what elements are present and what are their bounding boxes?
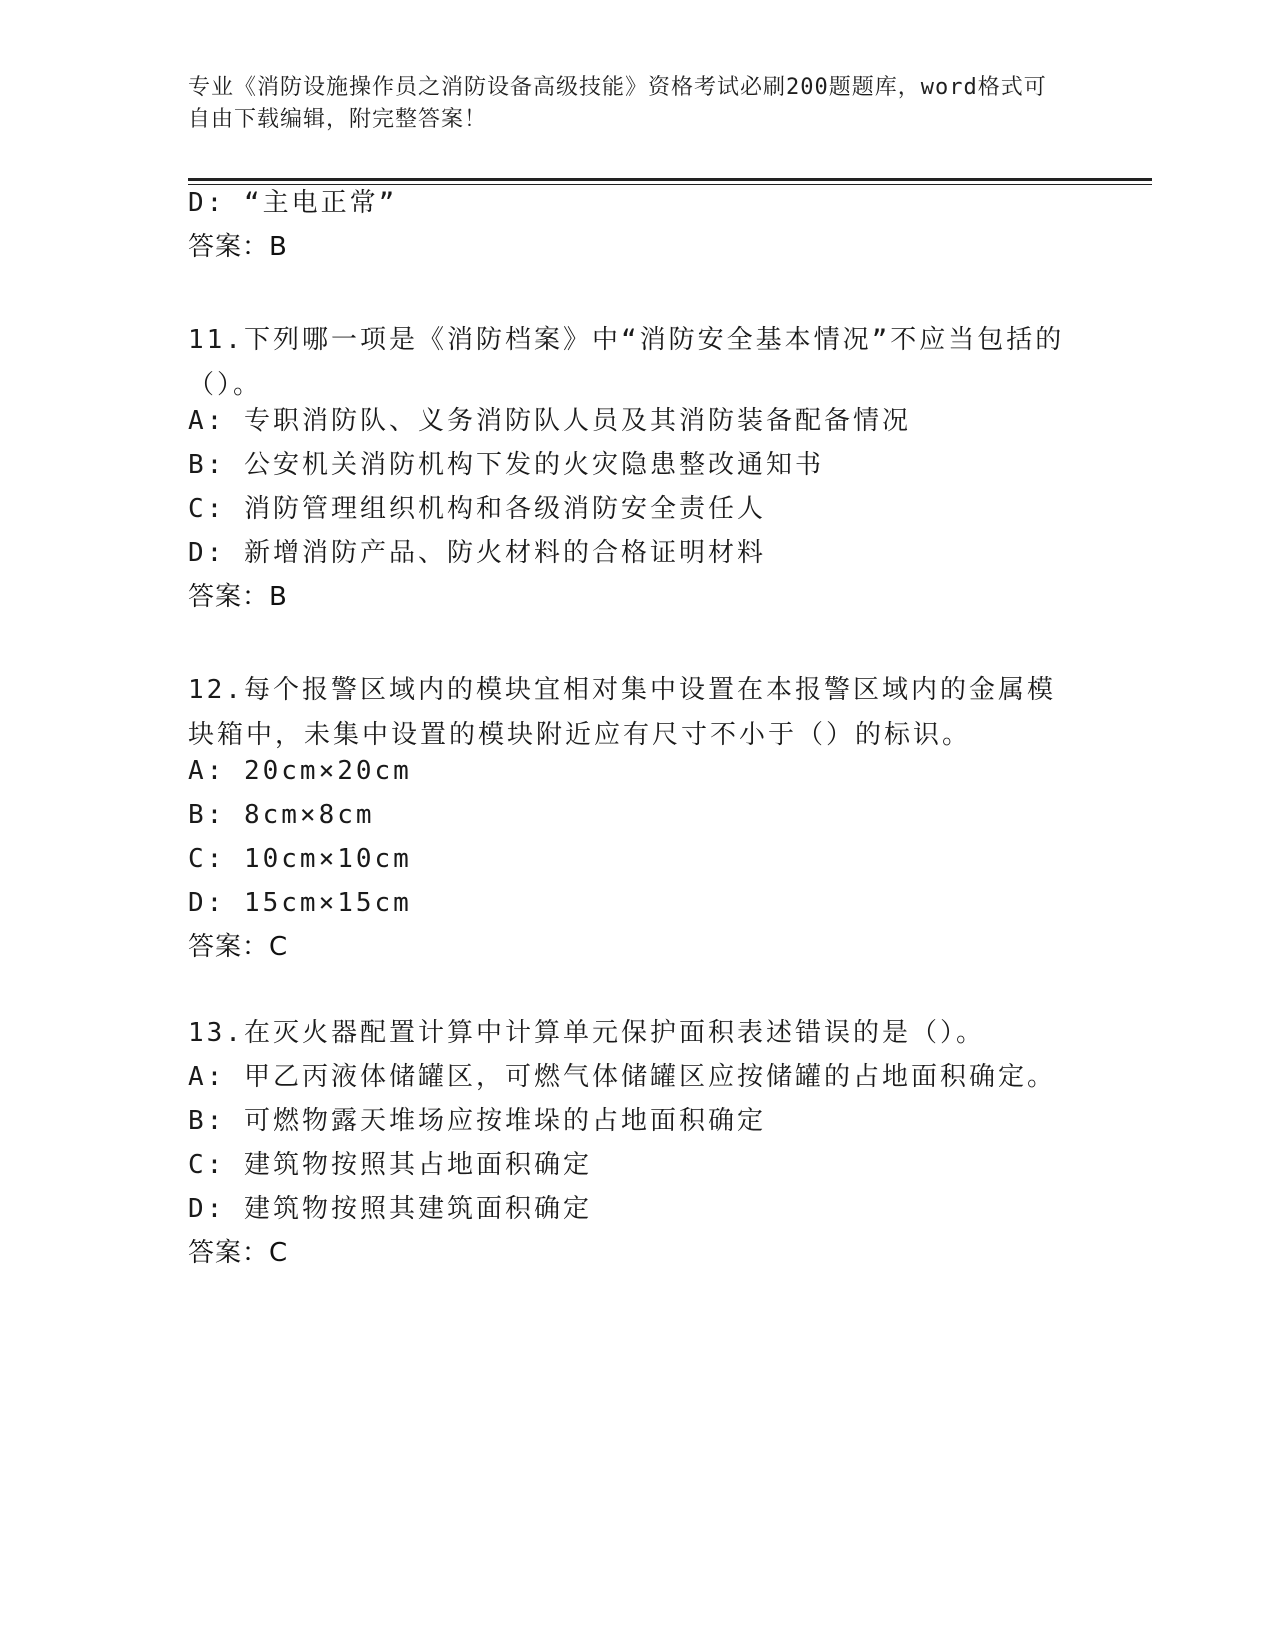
q13-option-a: A: 甲乙丙液体储罐区，可燃气体储罐区应按储罐的占地面积确定。 (188, 1062, 1056, 1092)
q13-option-b: B: 可燃物露天堆场应按堆垛的占地面积确定 (188, 1106, 766, 1136)
q11-option-d: D: 新增消防产品、防火材料的合格证明材料 (188, 538, 766, 568)
q12-option-a: A: 20cm×20cm (188, 756, 412, 786)
q11-stem: 11.下列哪一项是《消防档案》中“消防安全基本情况”不应当包括的（）。 (188, 325, 1065, 400)
prev-option-d: D: “主电正常” (188, 188, 398, 218)
q12-option-b: B: 8cm×8cm (188, 800, 375, 830)
q13-answer: 答案：C (188, 1238, 289, 1268)
q12-answer: 答案：C (188, 932, 289, 962)
header-rule-thin (188, 184, 1152, 185)
prev-answer: 答案：B (188, 232, 288, 262)
q13-stem: 13.在灭火器配置计算中计算单元保护面积表述错误的是（）。 (188, 1018, 985, 1048)
q11-option-c: C: 消防管理组织机构和各级消防安全责任人 (188, 494, 766, 524)
q11-option-b: B: 公安机关消防机构下发的火灾隐患整改通知书 (188, 450, 824, 480)
q12-option-d: D: 15cm×15cm (188, 888, 412, 918)
q13-option-c: C: 建筑物按照其占地面积确定 (188, 1150, 592, 1180)
q13-option-d: D: 建筑物按照其建筑面积确定 (188, 1194, 592, 1224)
document-header: 专业《消防设施操作员之消防设备高级技能》资格考试必刷200题题库，word格式可自由下载编辑，附完整答案！ (188, 75, 1047, 132)
q11-answer: 答案：B (188, 582, 288, 612)
q11-option-a: A: 专职消防队、义务消防队人员及其消防装备配备情况 (188, 406, 911, 436)
q12-option-c: C: 10cm×10cm (188, 844, 412, 874)
header-rule-thick (188, 178, 1152, 181)
q12-stem: 12.每个报警区域内的模块宜相对集中设置在本报警区域内的金属模块箱中，未集中设置的模块附近应有尺寸不小于（）的标识。 (188, 675, 1056, 750)
